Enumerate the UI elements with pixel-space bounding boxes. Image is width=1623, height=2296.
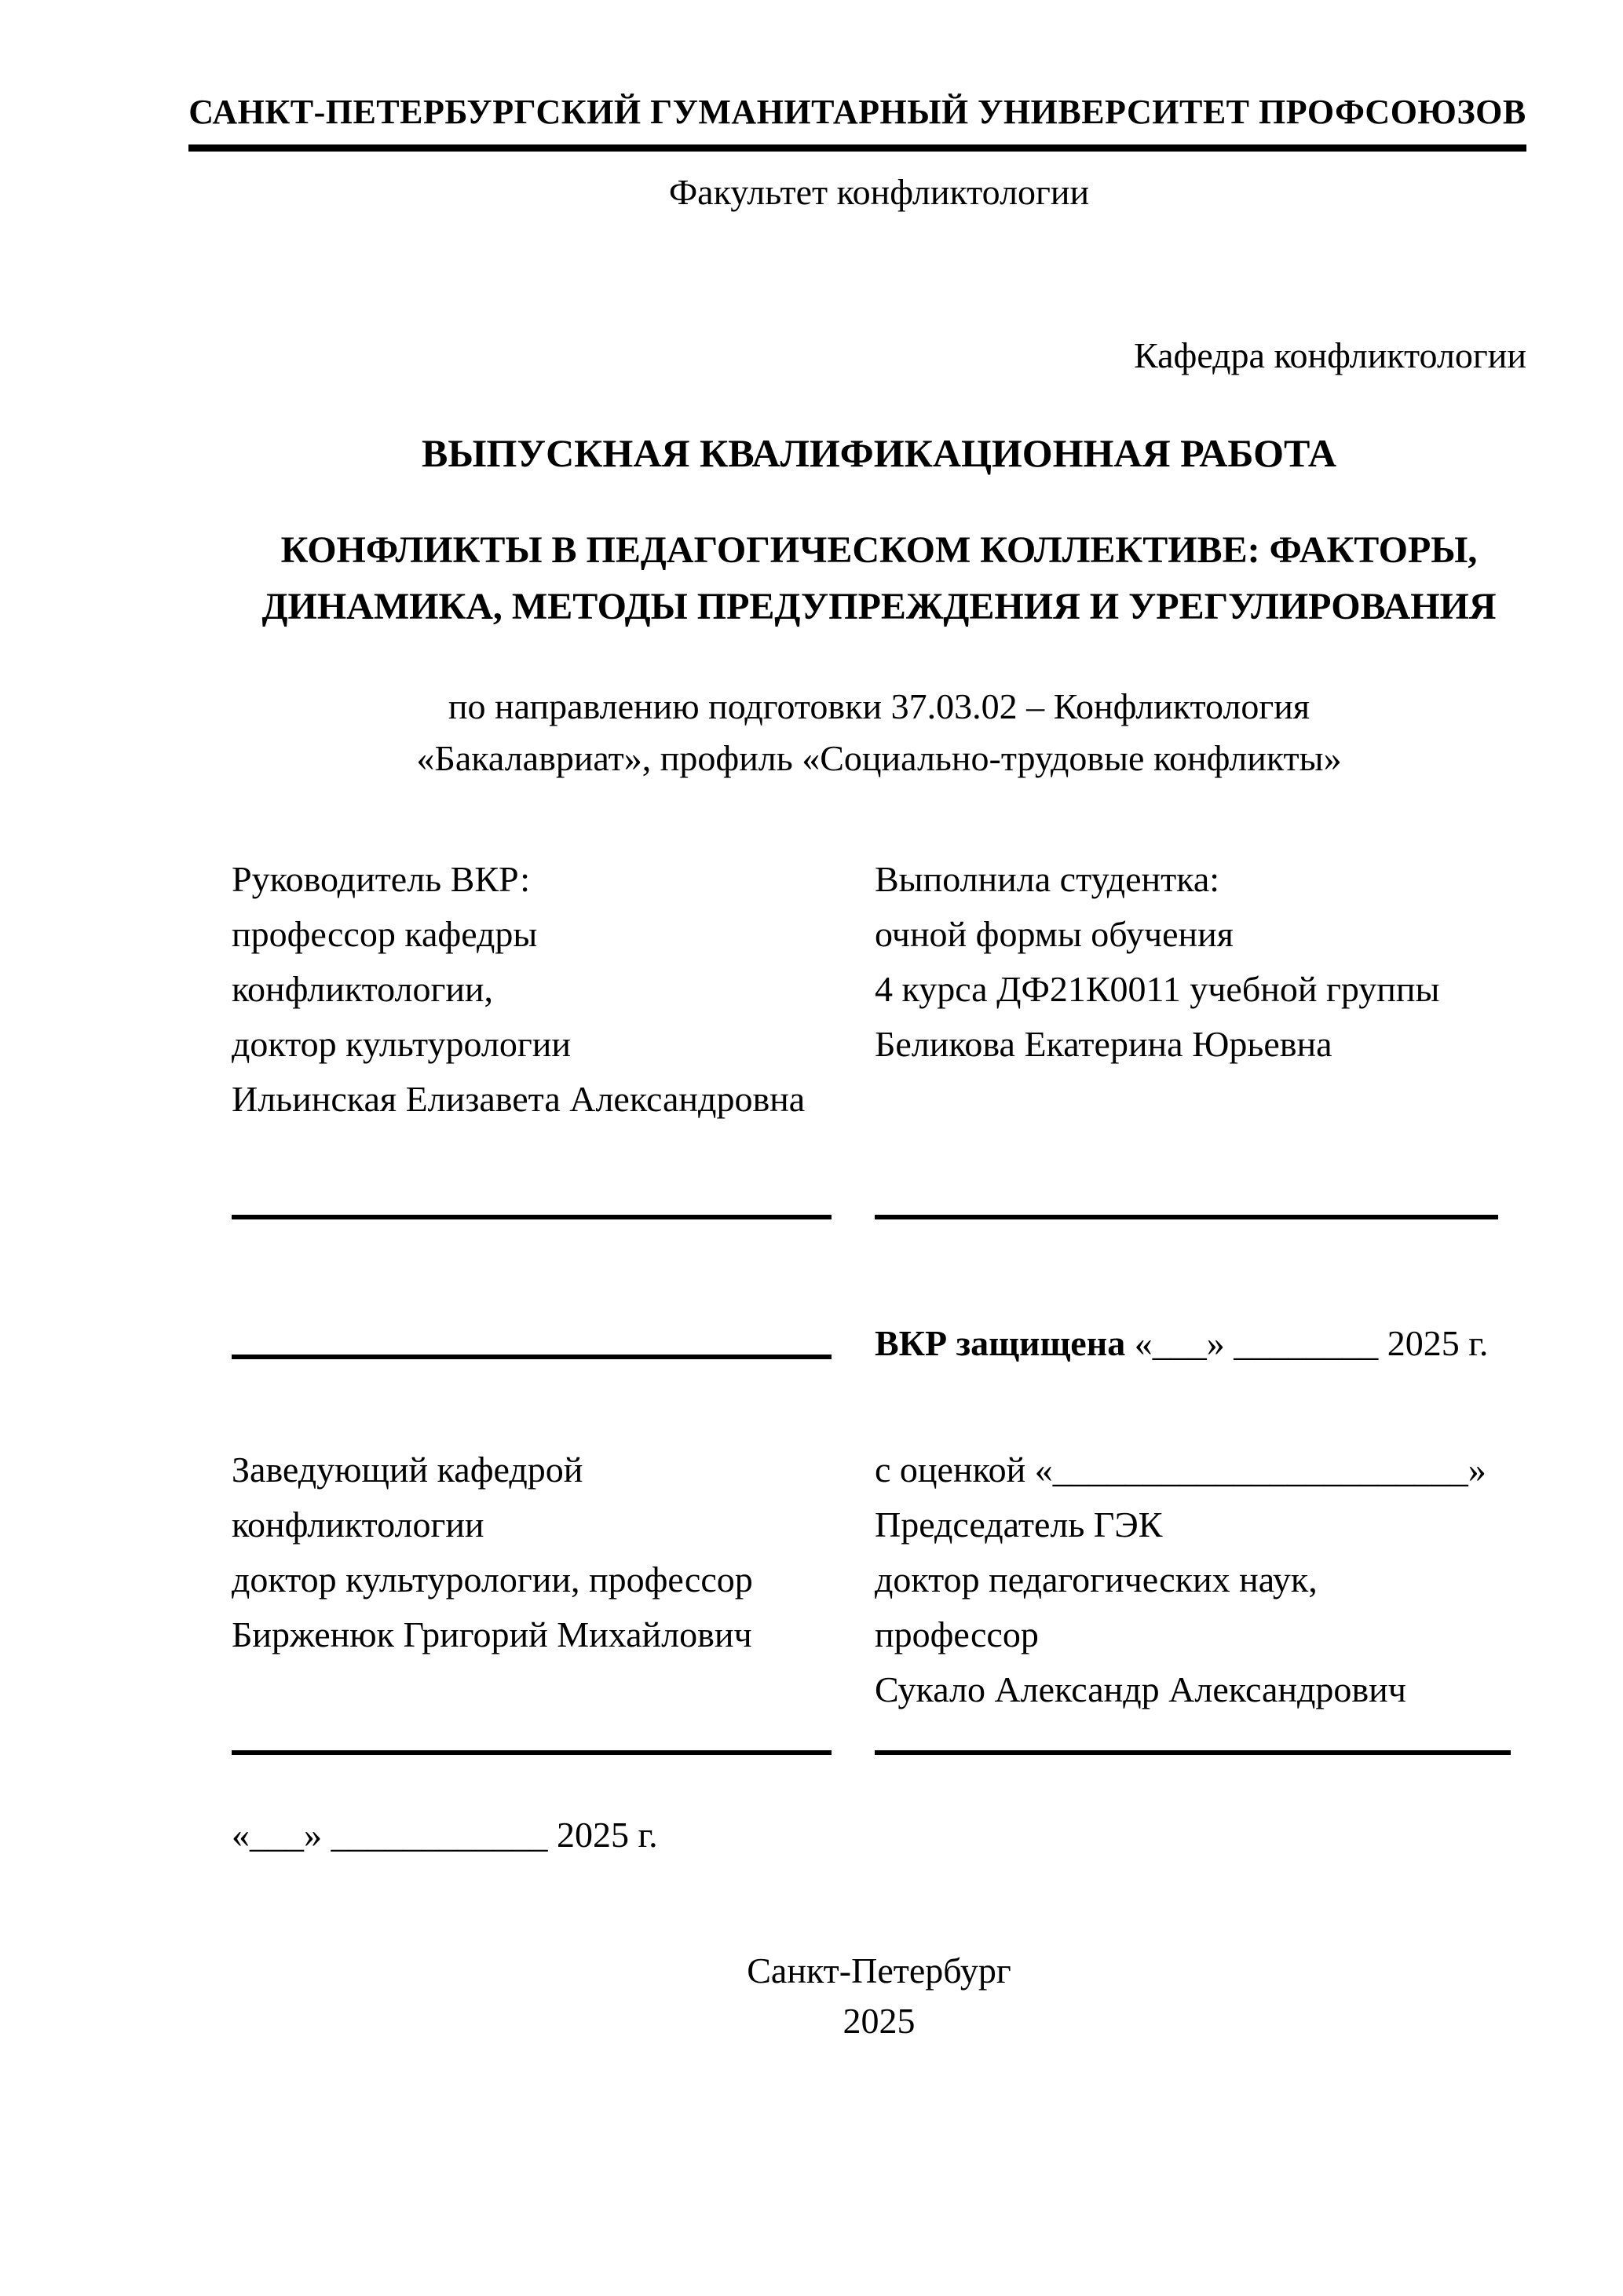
faculty-line: Факультет конфликтологии <box>668 172 1090 212</box>
student-name: Беликова Екатерина Юрьевна <box>875 1024 1332 1064</box>
defense-status-blanks: «___» ________ 2025 г. <box>1125 1323 1489 1363</box>
program-info <box>232 681 1526 784</box>
head-final-signature-line <box>232 1750 832 1755</box>
head-of-department-block <box>232 1442 875 1717</box>
head-role-line: конфликтологии <box>232 1504 484 1545</box>
chair-position-line: профессор <box>875 1614 1039 1654</box>
chair-signature-line <box>875 1750 1511 1755</box>
advisor-role-label: Руководитель ВКР: <box>232 859 531 899</box>
defense-status-line <box>875 1320 1526 1367</box>
head-role-line: Заведующий кафедрой <box>232 1450 583 1490</box>
advisor-position-line: профессор кафедры <box>232 914 538 954</box>
thesis-title <box>232 522 1526 635</box>
date-blank-line: «___» ____________ 2025 г. <box>232 1815 658 1855</box>
defense-status-label: ВКР защищена <box>875 1323 1126 1363</box>
student-study-form: очной формы обучения <box>875 914 1234 954</box>
head-name: Бирженюк Григорий Михайлович <box>232 1614 752 1654</box>
signature-row-1 <box>232 1215 1526 1219</box>
signature-row-3 <box>232 1750 1526 1755</box>
people-columns <box>232 852 1526 1127</box>
signature-row-2 <box>232 1320 1526 1367</box>
year-line: 2025 <box>843 2001 916 2041</box>
city-line: Санкт-Петербург <box>747 1951 1011 1991</box>
program-line-1: по направлению подготовки 37.03.02 – Конфликтология <box>448 686 1310 726</box>
advisor-block <box>232 852 875 1127</box>
advisor-signature-line <box>232 1215 832 1219</box>
advisor-name: Ильинская Елизавета Александровна <box>232 1079 806 1119</box>
university-name: САНКТ-ПЕТЕРБУРГСКИЙ ГУМАНИТАРНЫЙ УНИВЕРСИТЕТ ПРОФСОЮЗОВ <box>188 88 1526 152</box>
committee-block <box>875 1442 1526 1717</box>
student-signature-line <box>875 1215 1498 1219</box>
department-line: Кафедра конфликтологии <box>1134 335 1526 375</box>
officials-columns <box>232 1442 1526 1717</box>
advisor-degree-line: доктор культурологии <box>232 1024 571 1064</box>
chair-degree-line: доктор педагогических наук, <box>875 1559 1318 1600</box>
thesis-title-line-2: ДИНАМИКА, МЕТОДЫ ПРЕДУПРЕЖДЕНИЯ И УРЕГУЛИРОВАНИЯ <box>261 586 1497 627</box>
student-block <box>875 852 1526 1127</box>
work-type-title: ВЫПУСКНАЯ КВАЛИФИКАЦИОННАЯ РАБОТА <box>422 431 1336 475</box>
student-role-label: Выполнила студентка: <box>875 859 1220 899</box>
grade-blank-line: с оценкой «_______________________» <box>875 1450 1486 1490</box>
advisor-position-line: конфликтологии, <box>232 969 494 1009</box>
head-signature-line <box>232 1355 832 1359</box>
committee-chair-label: Председатель ГЭК <box>875 1504 1163 1545</box>
chair-name: Сукало Александр Александрович <box>875 1669 1406 1709</box>
thesis-title-line-1: КОНФЛИКТЫ В ПЕДАГОГИЧЕСКОМ КОЛЛЕКТИВЕ: ФАКТОРЫ, <box>280 529 1478 571</box>
head-degree-line: доктор культурологии, профессор <box>232 1559 753 1600</box>
student-group-line: 4 курса ДФ21К0011 учебной группы <box>875 969 1440 1009</box>
program-line-2: «Бакалавриат», профиль «Социально-трудовые конфликты» <box>416 738 1342 778</box>
